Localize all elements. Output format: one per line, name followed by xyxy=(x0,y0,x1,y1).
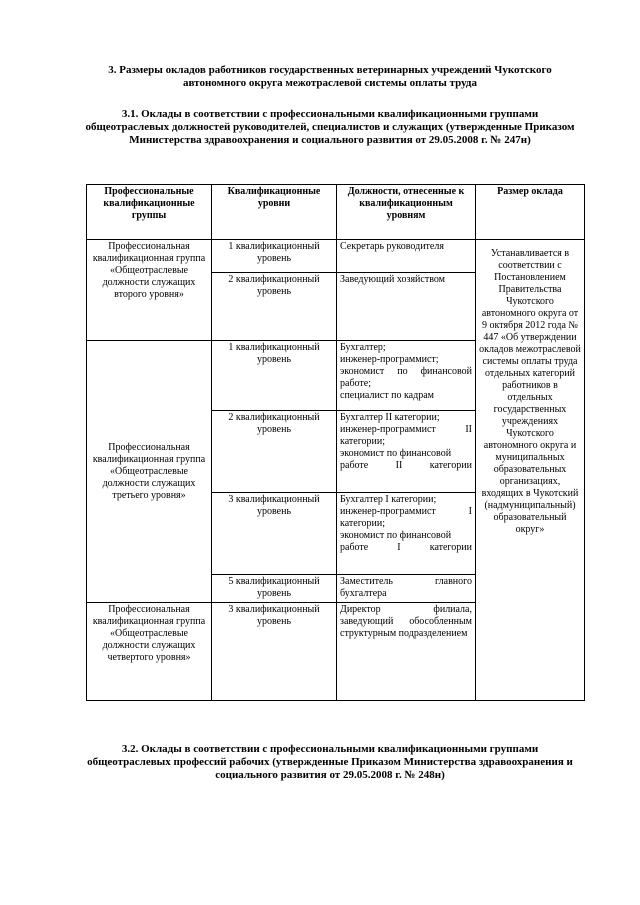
position-line: экономист по финансовой работе II категории xyxy=(340,448,472,471)
section-3-2-title: 3.2. Оклады в соответствии с профессиональными квалификационными группами общеотраслевых профессий рабочих (утвержденные Приказом Министерства здравоохранения и социального развития от 29.05.2008 г. № 248н) xyxy=(87,743,573,781)
position-line: инженер-программист; xyxy=(340,354,439,365)
position-line: инженер-программист II категории; xyxy=(340,424,472,447)
position-cell: Директор филиала, заведующий обособленным структурным подразделением xyxy=(337,603,476,701)
level-cell: 3 квалификационный уровень xyxy=(212,603,337,701)
table-row xyxy=(87,240,585,273)
position-line: Бухгалтер I категории; xyxy=(340,494,437,505)
position-line: экономист по финансовой работе I категории xyxy=(340,530,472,553)
position-cell xyxy=(337,341,476,411)
level-cell: 3 квалификационный уровень xyxy=(212,493,337,575)
position-line: инженер-программист I категории; xyxy=(340,506,472,529)
section-3-1-title: 3.1. Оклады в соответствии с профессиональными квалификационными группами общеотраслевых должностей руководителей, специалистов и служащих (утвержденные Приказом Министерства здравоохранения и социального развития от 29.05.2008 г. № 247н) xyxy=(85,108,575,146)
salary-table xyxy=(86,184,585,701)
level-cell: 1 квалификационный уровень xyxy=(212,240,337,273)
level-cell: 1 квалификационный уровень xyxy=(212,341,337,411)
level-cell: 2 квалификационный уровень xyxy=(212,411,337,493)
header-groups: Профессиональные квалификационные группы xyxy=(87,185,212,240)
group-third-label: Профессиональная квалификационная группа «Общеотраслевые должности служащих третьего уровня» xyxy=(92,441,206,501)
position-cell: Заместитель главного бухгалтера xyxy=(337,575,476,603)
position-line: специалист по кадрам xyxy=(340,390,434,401)
header-positions: Должности, отнесенные к квалификационным уровням xyxy=(337,185,476,240)
salary-cell: Устанавливается в соответствии с Постановлением Правительства Чукотского автономного округа от 9 октября 2012 года № 447 «Об утверждении окладов межотраслевой системы оплаты труда отдельных категорий работников в отдельных государственных учреждениях Чукотского автономного округа и муниципальных образовательных организациях, входящих в Чукотский (надмуниципальный) образовательный округ» xyxy=(476,240,585,701)
group-second-level: Профессиональная квалификационная группа «Общеотраслевые должности служащих второго уровня» xyxy=(87,240,212,341)
header-salary: Размер оклада xyxy=(476,185,585,240)
group-third-level xyxy=(87,341,212,603)
level-cell: 2 квалификационный уровень xyxy=(212,273,337,341)
position-line: Бухгалтер; xyxy=(340,342,386,353)
header-levels: Квалификационные уровни xyxy=(212,185,337,240)
table-header-row xyxy=(87,185,585,240)
position-line: экономист по финансовой работе; xyxy=(340,366,472,389)
position-cell: Секретарь руководителя xyxy=(337,240,476,273)
level-cell: 5 квалификационный уровень xyxy=(212,575,337,603)
position-cell xyxy=(337,411,476,493)
group-fourth-level: Профессиональная квалификационная группа «Общеотраслевые должности служащих четвертого уровня» xyxy=(87,603,212,701)
position-line: Бухгалтер II категории; xyxy=(340,412,440,423)
position-cell: Заведующий хозяйством xyxy=(337,273,476,341)
position-cell xyxy=(337,493,476,575)
section-3-title: 3. Размеры окладов работников государственных ветеринарных учреждений Чукотского автономного округа межотраслевой системы оплаты труда xyxy=(108,64,552,89)
